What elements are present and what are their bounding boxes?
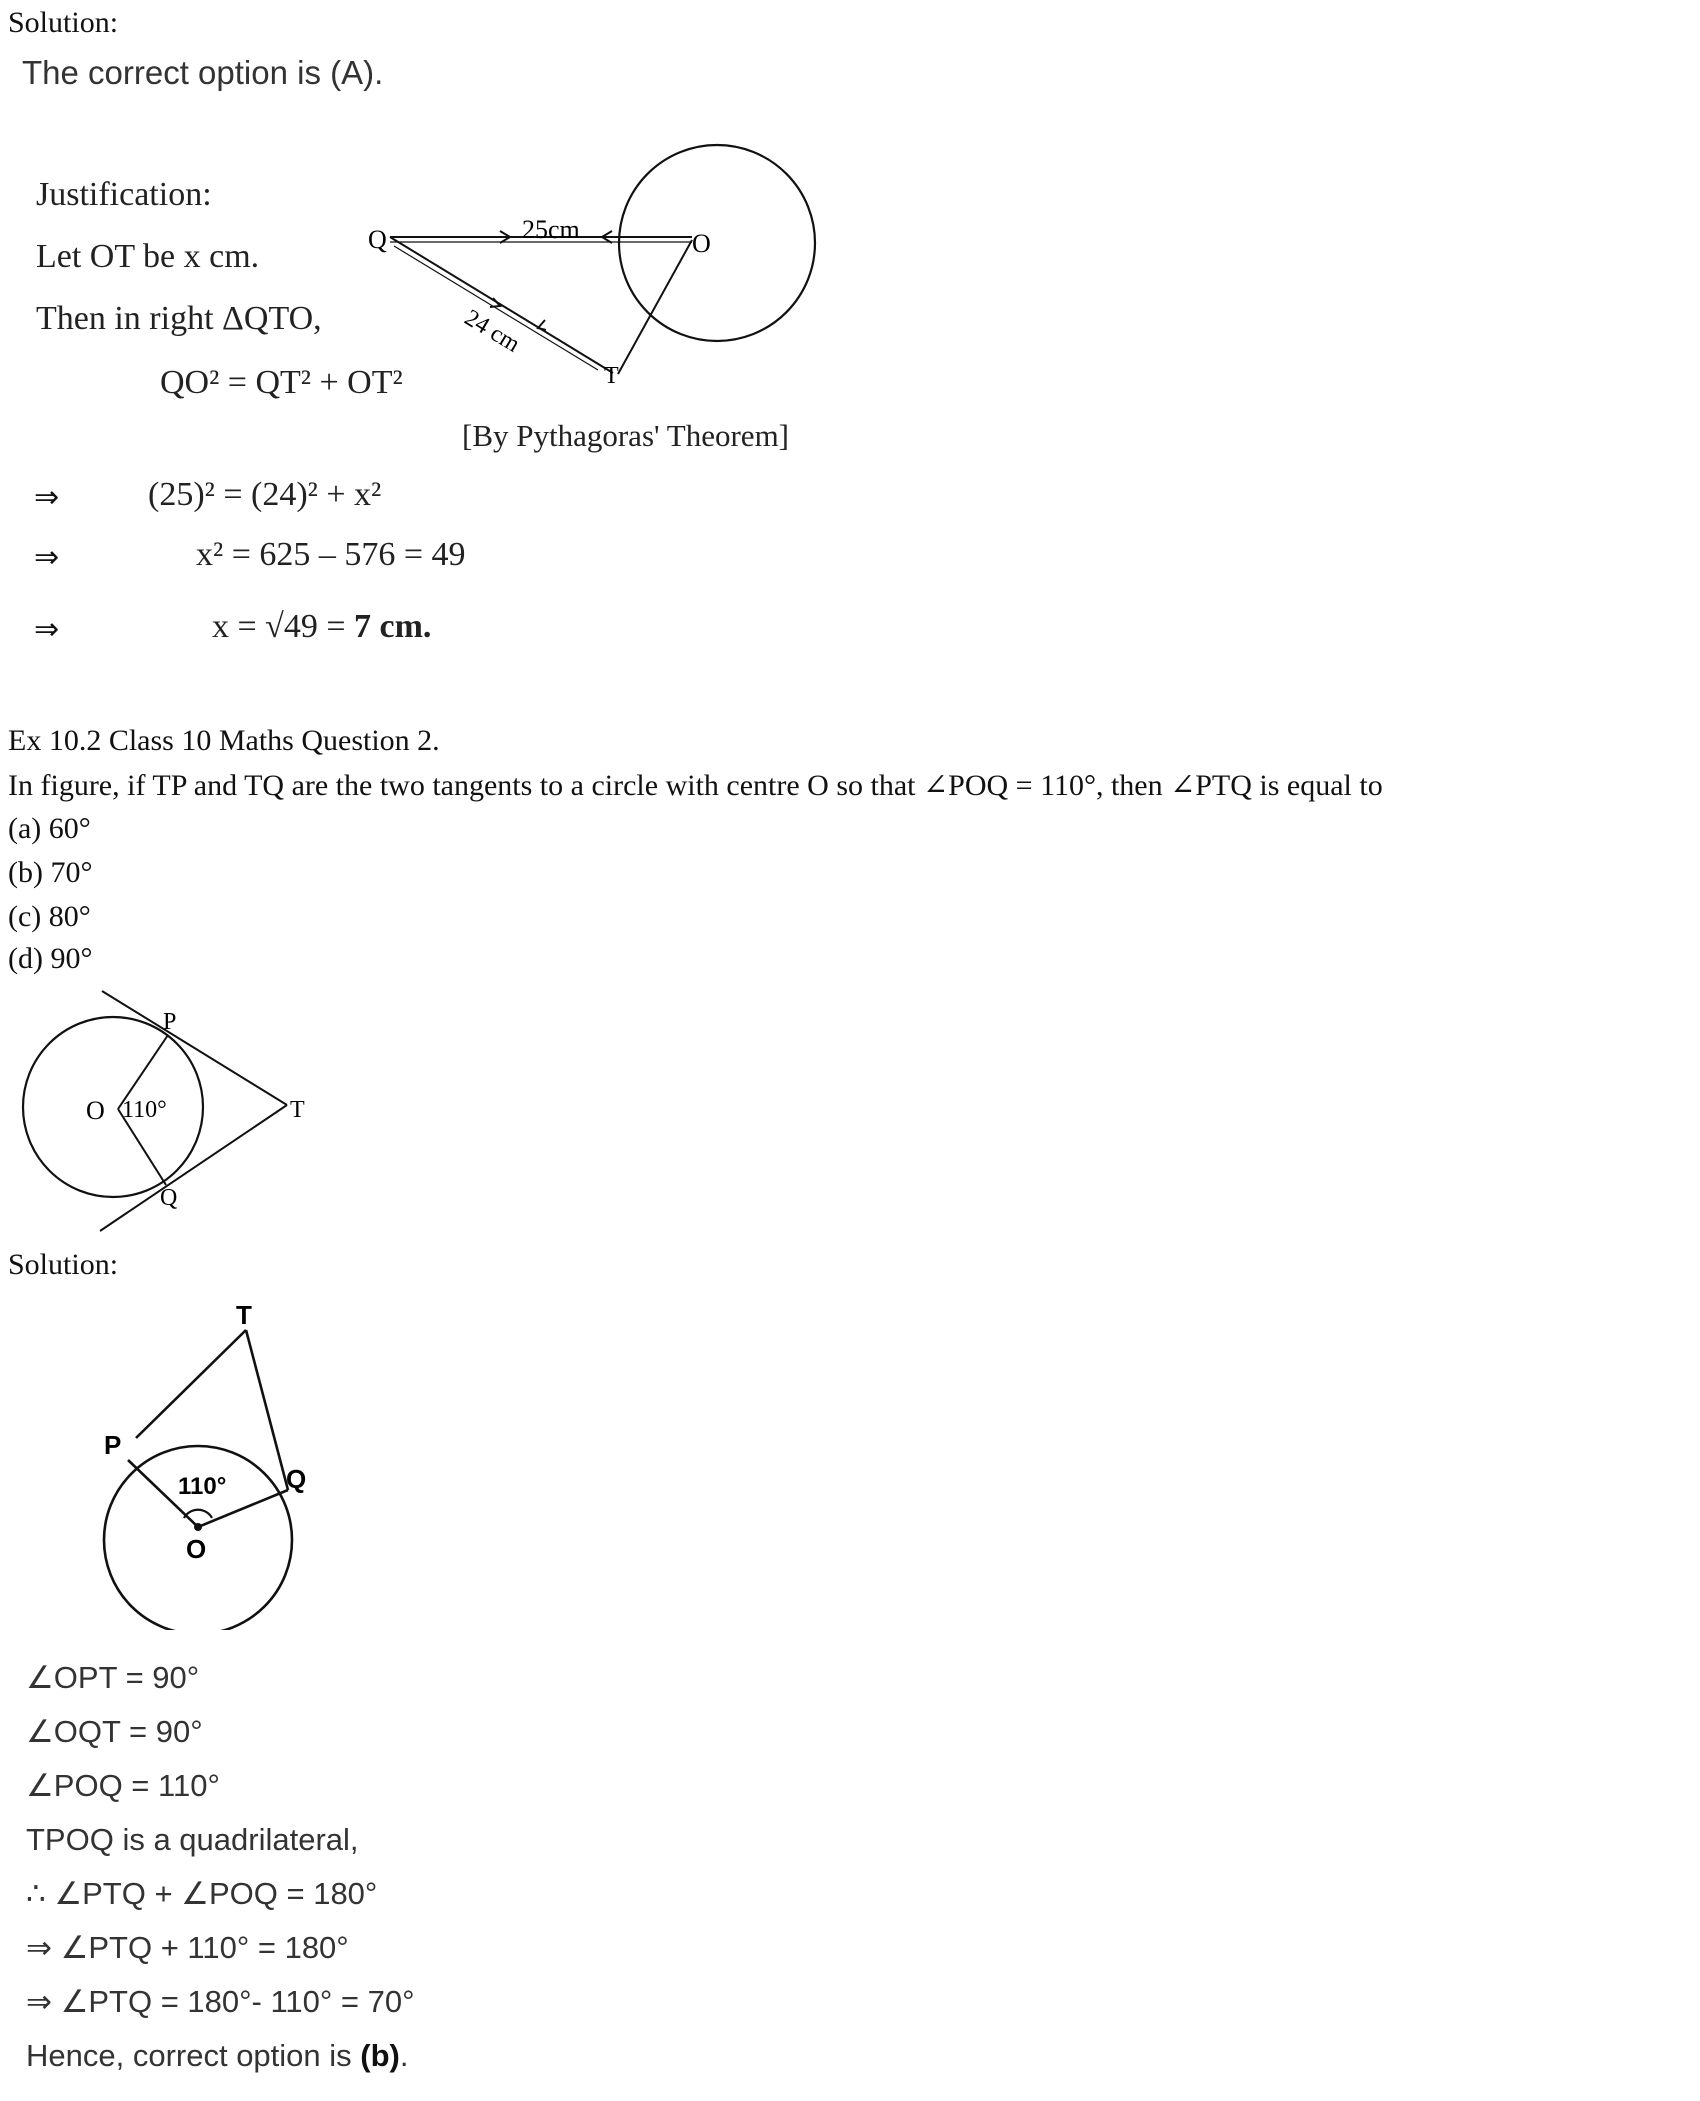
label-T: T	[290, 1097, 305, 1123]
step-line: ⇒ ∠PTQ + 110° = 180°	[26, 1930, 349, 1965]
line-OT	[618, 240, 692, 374]
implies-arrow: ⇒	[34, 480, 60, 515]
option-a: (a) 60°	[8, 812, 91, 845]
label-QT-length: 24 cm	[459, 304, 525, 358]
label-QO-length: 25cm	[522, 215, 580, 244]
centre-dot	[194, 1523, 202, 1531]
label-O: O	[86, 1096, 105, 1125]
label-P: P	[163, 1009, 177, 1035]
option-c: (c) 80°	[8, 900, 91, 933]
justification-line1: Let OT be x cm.	[36, 238, 260, 275]
conclusion-answer: (b)	[360, 2038, 400, 2073]
step-line: ∠POQ = 110°	[26, 1768, 220, 1803]
step-line: ∴ ∠PTQ + ∠POQ = 180°	[26, 1876, 378, 1911]
label-Q: Q	[286, 1464, 307, 1494]
question-figure	[10, 985, 330, 1235]
step-3: x = √49 = 7 cm.	[212, 608, 432, 645]
option-b: (b) 70°	[8, 856, 93, 889]
solution-figure	[90, 1290, 340, 1630]
tangent-TP	[102, 991, 287, 1105]
step-line: ⇒ ∠PTQ = 180°- 110° = 70°	[26, 1984, 415, 2019]
line-QT	[390, 237, 613, 373]
tangent-TQ	[246, 1330, 288, 1490]
label-O: O	[692, 229, 711, 258]
label-P: P	[104, 1430, 122, 1460]
tangent-figure-1	[360, 100, 830, 400]
option-d: (d) 90°	[8, 942, 93, 975]
justification-line2: Then in right ΔQTO,	[36, 300, 322, 337]
step-line: ∠OPT = 90°	[26, 1660, 200, 1695]
circle-2	[23, 1017, 203, 1197]
solution-label: Solution:	[8, 1248, 119, 1281]
solution-label: Solution:	[8, 6, 119, 39]
step-line: TPOQ is a quadrilateral,	[26, 1822, 359, 1857]
line-QT-dimension	[394, 246, 598, 370]
arrow-head	[538, 320, 546, 330]
question-heading: Ex 10.2 Class 10 Maths Question 2.	[8, 724, 440, 757]
step-1: (25)² = (24)² + x²	[148, 476, 382, 513]
label-T: T	[236, 1300, 252, 1330]
pythagoras-equation: QO² = QT² + OT²	[160, 364, 403, 401]
pythagoras-reason: [By Pythagoras' Theorem]	[462, 418, 789, 453]
justification-heading: Justification:	[36, 176, 212, 213]
conclusion: Hence, correct option is (b).	[26, 2038, 409, 2073]
circle-1	[619, 145, 815, 341]
question-text: In figure, if TP and TQ are the two tangents to a circle with centre O so that ∠POQ = 110°, then ∠PTQ is equal to	[8, 769, 1383, 802]
label-O: O	[186, 1534, 207, 1564]
label-Q: Q	[368, 225, 387, 254]
label-angle: 110°	[178, 1473, 227, 1500]
implies-arrow: ⇒	[34, 612, 60, 647]
step-2: x² = 625 – 576 = 49	[196, 536, 466, 573]
label-angle: 110°	[122, 1097, 167, 1123]
step-3-result: 7 cm.	[354, 608, 432, 645]
label-T: T	[604, 363, 619, 389]
implies-arrow: ⇒	[34, 540, 60, 575]
correct-option-text: The correct option is (A).	[22, 54, 384, 91]
step-line: ∠OQT = 90°	[26, 1714, 203, 1749]
tangent-TP	[136, 1330, 246, 1438]
label-Q: Q	[160, 1185, 178, 1211]
